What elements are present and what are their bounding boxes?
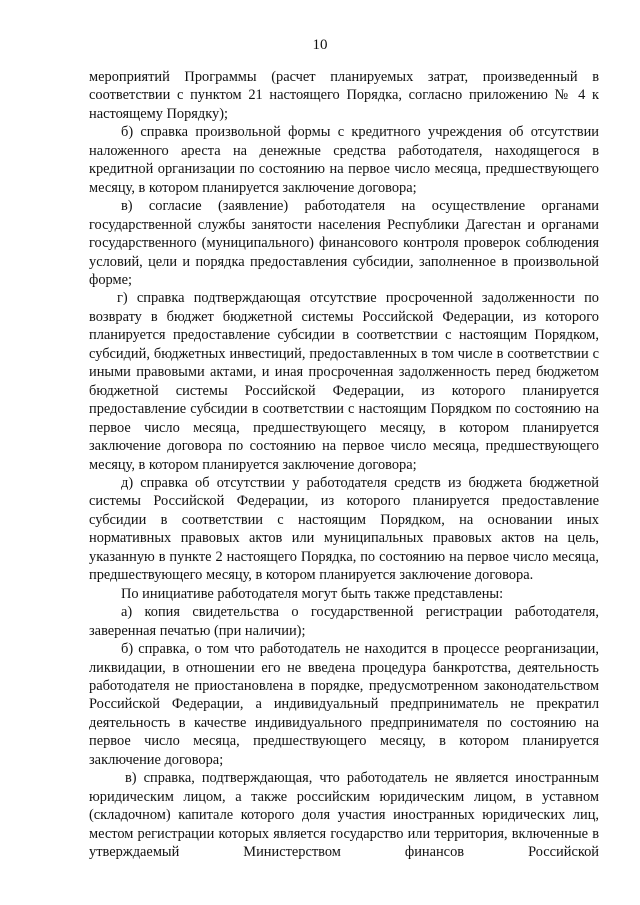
paragraph-item-g-debt-certificate: г) справка подтверждающая отсутствие просроченной задолженности по возврату в бюджет бюджетной системы Российской Федерации, из которого планируется предоставление субсидии в соответствии с настоящим Порядком, субсидий, бюджетных инвестиций, предоставленных в том числе в соответствии с иными правовыми актами, и иная просроченная задолженность перед бюджетом бюджетной системы Российской Федерации, из которого планируется предоставление субсидии в соответствии с настоящим Порядком по состоянию на первое число месяца, предшествующего месяцу, в котором планируется заключение договора по состоянию на первое число месяца, предшествующего месяцу, в котором планируется заключение договора; bbox=[89, 290, 599, 473]
paragraph-optional-item-v: в) справка, подтверждающая, что работодатель не является иностранным юридическим лицом, а также российским юридическим лицом, в уставном (складочном) капитале которого доля участия иностранных юридических лиц, местом регистрации которых является государство или территория, включенные в утверждаемый Министерством финансов Российской bbox=[89, 770, 599, 861]
page-number: 10 bbox=[312, 37, 328, 53]
paragraph-item-v-consent: в) согласие (заявление) работодателя на осуществление органами государственной службы занятости населения Республики Дагестан и органами государственного (муниципального) финансового контроля проверок соблюдения условий, цели и порядка предоставления субсидии, заполненное в произвольной форме; bbox=[89, 198, 599, 288]
paragraph-item-d-budget-funds: д) справка об отсутствии у работодателя средств из бюджета бюджетной системы Российской Федерации, из которого планируется предоставление субсидии в соответствии с настоящим Порядком, на основании иных нормативных правовых актов или муниципальных правовых актов на цель, указанную в пункте 2 настоящего Порядка, по состоянию на первое число месяца, предшествующего месяцу, в котором планируется заключение договора. bbox=[89, 474, 599, 584]
paragraph-continuation: мероприятий Программы (расчет планируемых затрат, произведенный в соответствии с пунктом 21 настоящего Порядка, согласно приложению № 4 к настоящему Порядку); bbox=[89, 69, 599, 122]
paragraph-item-b-bank-certificate: б) справка произвольной формы с кредитного учреждения об отсутствии наложенного ареста на денежные средства работодателя, находящегося в кредитной организации по состоянию на первое число месяца, предшествующего месяцу, в котором планируется заключение договора; bbox=[89, 124, 599, 196]
document-body bbox=[89, 68, 599, 861]
paragraph-optional-documents-intro: По инициативе работодателя могут быть также представлены: bbox=[121, 585, 504, 602]
paragraph-optional-item-b: б) справка, о том что работодатель не находится в процессе реорганизации, ликвидации, в отношении его не введена процедура банкротства, деятельность работодателя не приостановлена в порядке, предусмотренном законодательством Российской Федерации, а индивидуальный предприниматель не прекратил деятельность в качестве индивидуального предпринимателя по состоянию на первое число месяца, предшествующего месяцу, в котором планируется заключение договора; bbox=[89, 641, 599, 768]
paragraph-optional-item-a: а) копия свидетельства о государственной регистрации работодателя, заверенная печатью (при наличии); bbox=[89, 604, 599, 639]
